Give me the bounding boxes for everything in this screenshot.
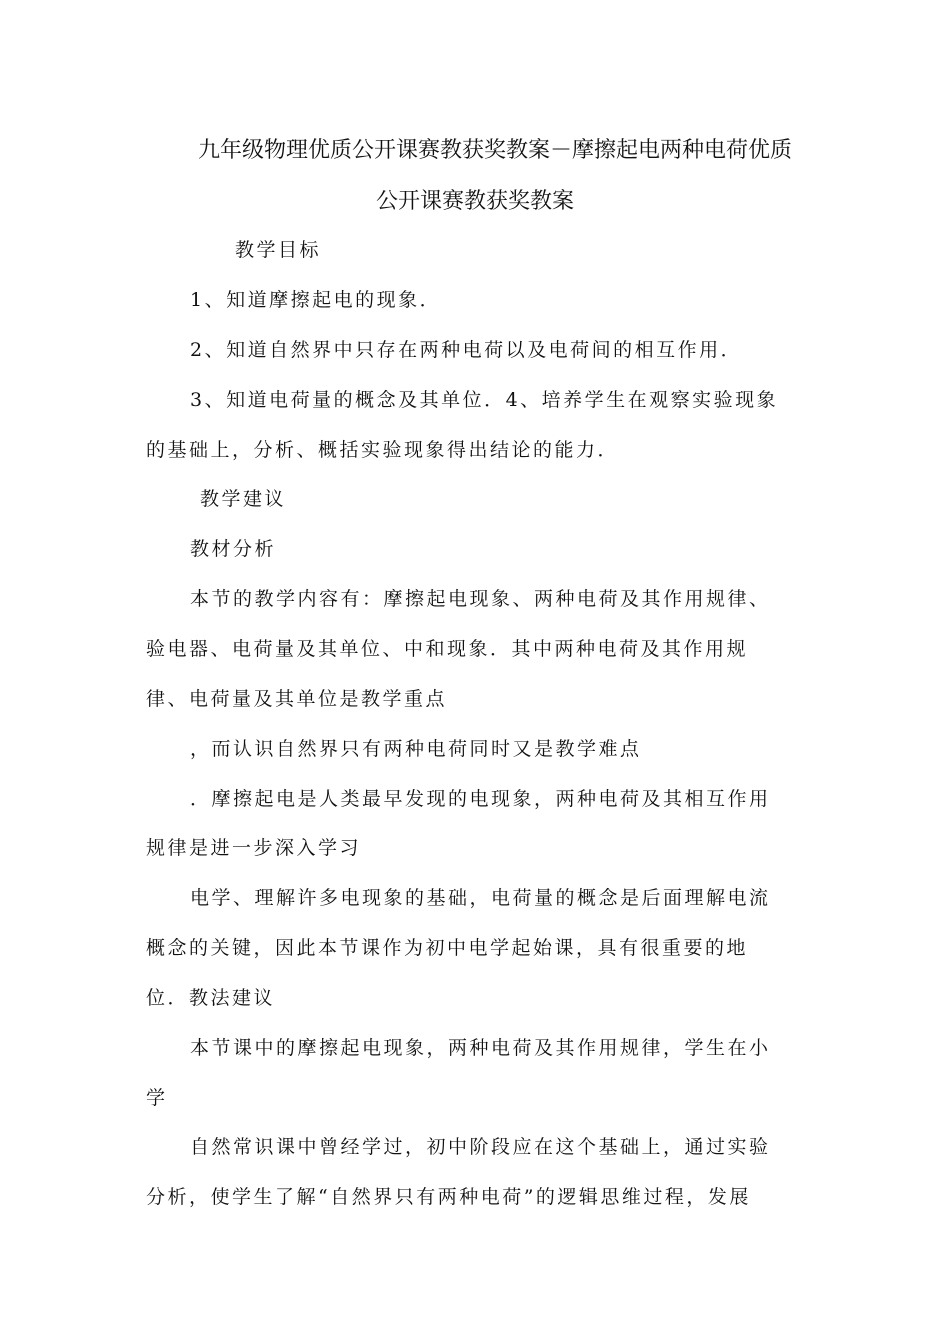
heading-textbook-analysis: 教材分析: [190, 538, 277, 560]
document-title-line-1: 九年级物理优质公开课赛教获奖教案－摩擦起电两种电荷优质: [197, 138, 792, 163]
paragraph-line: 3、知道电荷量的概念及其单位．4、培养学生在观察实验现象: [190, 389, 779, 411]
paragraph-line: 1、知道摩擦起电的现象．: [190, 289, 442, 311]
paragraph-line: 2、知道自然界中只存在两种电荷以及电荷间的相互作用．: [190, 339, 743, 361]
heading-teaching-suggestions: 教学建议: [200, 488, 287, 510]
paragraph-line: 电学、理解许多电现象的基础，电荷量的概念是后面理解电流: [190, 887, 771, 909]
paragraph-line: ，而认识自然界只有两种电荷同时又是教学难点: [190, 738, 642, 760]
paragraph-line: 的基础上，分析、概括实验现象得出结论的能力．: [146, 439, 620, 461]
heading-teaching-goals: 教学目标: [235, 239, 322, 261]
document-title-line-2: 公开课赛教获奖教案: [375, 189, 574, 214]
paragraph-line: ．摩擦起电是人类最早发现的电现象，两种电荷及其相互作用: [190, 788, 771, 810]
paragraph-line: 分析，使学生了解“自然界只有两种电荷”的逻辑思维过程，发展: [146, 1186, 751, 1208]
paragraph-line: 位．教法建议: [146, 987, 276, 1009]
paragraph-line: 规律是进一步深入学习: [146, 837, 362, 859]
paragraph-line: 律、电荷量及其单位是教学重点: [146, 688, 448, 710]
paragraph-line: 学: [146, 1087, 168, 1109]
paragraph-line: 验电器、电荷量及其单位、中和现象．其中两种电荷及其作用规: [146, 638, 749, 660]
paragraph-line: 自然常识课中曾经学过，初中阶段应在这个基础上，通过实验: [190, 1136, 771, 1158]
paragraph-line: 本节的教学内容有：摩擦起电现象、两种电荷及其作用规律、: [190, 588, 771, 610]
paragraph-line: 概念的关键，因此本节课作为初中电学起始课，具有很重要的地: [146, 937, 749, 959]
paragraph-line: 本节课中的摩擦起电现象，两种电荷及其作用规律，学生在小: [190, 1037, 771, 1059]
